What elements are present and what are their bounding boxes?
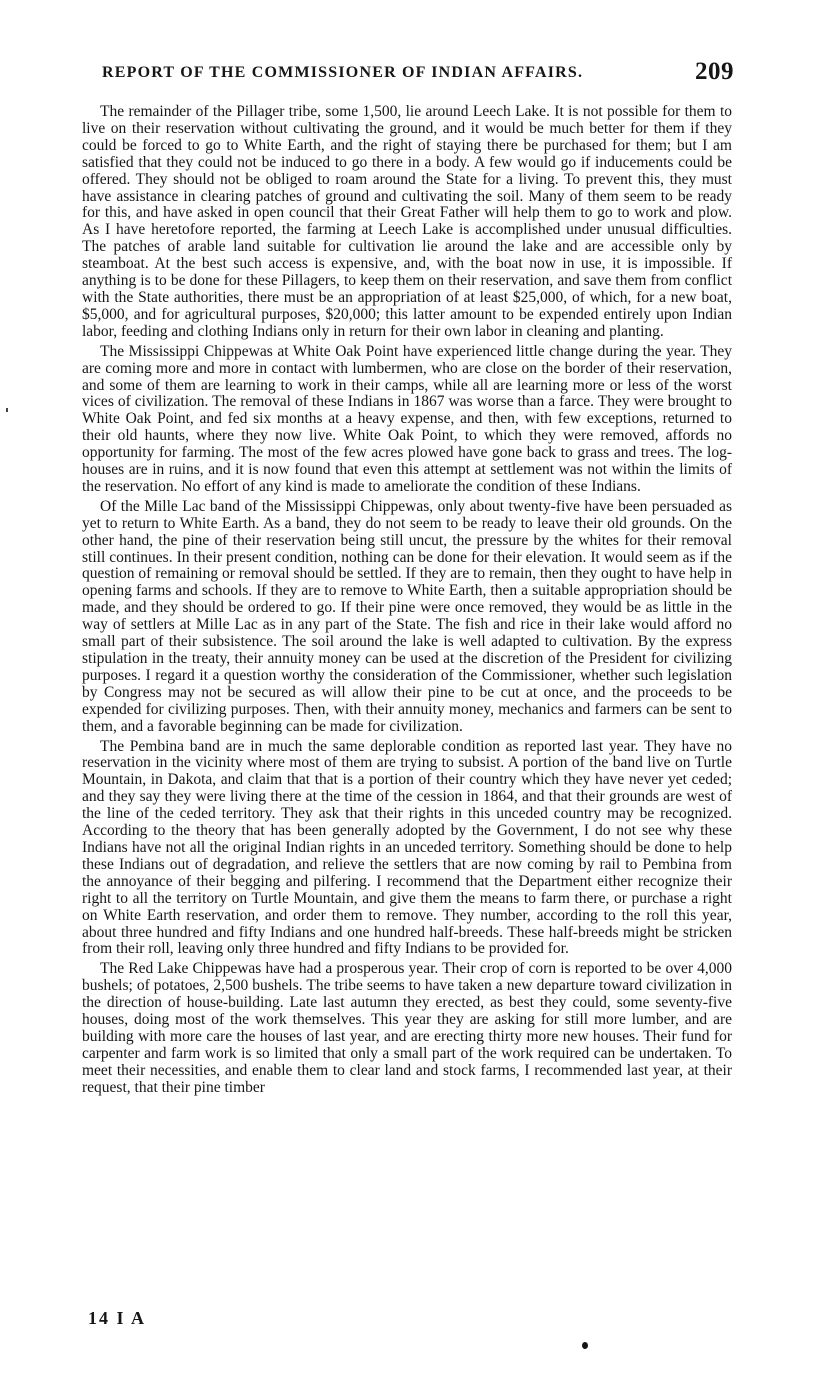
signature-mark: 14 I A [88,1308,147,1328]
body-text [82,104,732,1097]
paragraph-pillager-tribe: The remainder of the Pillager tribe, some 1,500, lie around Leech Lake. It is not possible for them to live on their reservation without cultivating the ground, and it would be much better for them if they could be forced to go to White Earth, and the right of staying there be purchased for them; but I am satisfied that they could not be induced to go there in a body. A few would go if inducements could be offered. They should not be obliged to roam around the State for a living. To prevent this, they must have assistance in clearing patches of ground and cultivating the soil. Many of them seem to be ready for this, and have asked in open council that their Great Father will help them to go to work and plow. As I have heretofore reported, the farming at Leech Lake is accomplished under unusual difficulties. The patches of arable land suitable for cultivation lie around the lake and are accessible only by steamboat. At the best such access is expensive, and, with the boat now in use, it is impossible. If anything is to be done for these Pillagers, to keep them on their reservation, and save them from conflict with the State authorities, there must be an appropriation of at least $25,000, of which, for a new boat, $5,000, and for agricultural purposes, $20,000; this latter amount to be expended entirely upon Indian labor, feeding and clothing Indians only in return for their own labor in cleaning and planting. [82,103,732,340]
paragraph-pembina-band: The Pembina band are in much the same deplorable condition as reported last year. They have no reservation in the vicinity where most of them are trying to subsist. A portion of the band live on Turtle Mountain, in Dakota, and claim that that is a portion of their country which they have never yet ceded; and they say they were living there at the time of the cession in 1864, and that their grounds are west of the line of the ceded territory. They ask that their rights in this unceded country may be recognized. According to the theory that has been generally adopted by the Government, I do not see why these Indians have not all the original Indian rights in an unceded territory. Something should be done to help these Indians out of degradation, and relieve the settlers that are now coming by rail to Pembina from the annoyance of their begging and pilfering. I recommend that the Department either recognize their right to all the territory on Turtle Mountain, and give them the means to farm there, or purchase a right on White Earth reservation, and order them to remove. They number, according to the roll this year, about three hundred and fifty Indians and one hundred half-breeds. These half-breeds might be stricken from their roll, leaving only three hundred and fifty Indians to be provided for. [82,737,732,958]
margin-mark [6,408,8,412]
paragraph-mille-lac-band: Of the Mille Lac band of the Mississippi Chippewas, only about twenty-five have been persuaded as yet to return to White Earth. As a band, they do not seem to be ready to leave their old grounds. On the other hand, the pine of their reservation being still uncut, the pressure by the whites for their removal still continues. In their present condition, nothing can be done for their elevation. It would seem as if the question of remaining or removal should be settled. If they are to remain, then they ought to have help in opening farms and schools. If they are to remove to White Earth, then a suitable appropriation should be made, and they should be ordered to go. If their pine were once removed, they would be as little in the way of settlers at Mille Lac as in any part of the State. The fish and rice in their lake would afford no small part of their subsistence. The soil around the lake is well adapted to cultivation. By the express stipulation in the treaty, their annuity money can be used at the discretion of the President for civilizing purposes. I regard it a question worthy the consideration of the Commissioner, whether such legislation by Congress may not be secured as will allow their pine to be cut at once, and the proceeds to be expended for civilizing purposes. Then, with their annuity money, mechanics and farmers can be sent to them, and a favorable beginning can be made for civilization. [82,497,732,735]
running-header [86,58,734,92]
page-number: 209 [695,58,734,85]
paragraph-white-oak-point: The Mississippi Chippewas at White Oak Point have experienced little change during the year. They are coming more and more in contact with lumbermen, who are close on the border of their reservation, and some of them are learning to work in their camps, while all are learning more or less of the worst vices of civilization. The removal of these Indians in 1867 was worse than a farce. They were brought to White Oak Point, and fed six months at a heavy expense, and then, with few exceptions, returned to their old haunts, where they now live. White Oak Point, to which they were removed, affords no opportunity for farming. The most of the few acres plowed have gone back to grass and trees. The log-houses are in ruins, and it is now found that even this attempt at settlement was not within the limits of the reservation. No effort of any kind is made to ameliorate the condition of these Indians. [82,342,732,495]
ink-speck [582,1342,588,1349]
paragraph-red-lake-chippewas: The Red Lake Chippewas have had a prosperous year. Their crop of corn is reported to be over 4,000 bushels; of potatoes, 2,500 bushels. The tribe seems to have taken a new departure toward civilization in the direction of house-building. Late last autumn they erected, as best they could, some seventy-five houses, doing most of the work themselves. This year they are asking for still more lumber, and are building with more care the houses of last year, and are erecting thirty more new houses. Their fund for carpenter and farm work is so limited that only a small part of the work required can be undertaken. To meet their necessities, and enable them to clear land and stock farms, I recommended last year, at their request, that their pine timber [82,960,732,1096]
running-title: REPORT OF THE COMMISSIONER OF INDIAN AFFAIRS. [102,64,584,81]
